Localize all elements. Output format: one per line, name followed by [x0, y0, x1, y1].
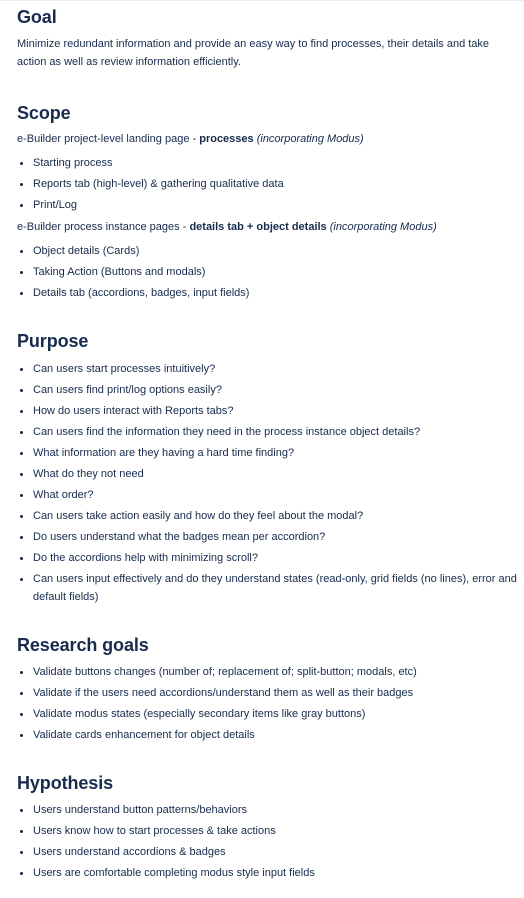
list-item: Starting process: [17, 154, 517, 172]
purpose-list: [17, 360, 517, 606]
list-item: How do users interact with Reports tabs?: [17, 402, 517, 420]
scope-instance-pages-list: [17, 242, 517, 302]
list-item: Taking Action (Buttons and modals): [17, 263, 517, 281]
list-item: Can users find print/log options easily?: [17, 381, 517, 399]
scope-landing-page-list: [17, 154, 517, 214]
list-item: Users know how to start processes & take actions: [17, 822, 517, 840]
scope-p1-italic: (incorporating Modus): [253, 133, 364, 145]
goal-heading: Goal: [17, 7, 57, 27]
scope-p1-bold: processes: [199, 133, 254, 145]
research-goals-list: [17, 663, 517, 744]
list-item: Can users find the information they need in the process instance object details?: [17, 423, 517, 441]
scope-p1-prefix: e-Builder project-level landing page -: [17, 133, 200, 145]
list-item: What order?: [17, 486, 517, 504]
list-item: Validate cards enhancement for object details: [17, 726, 517, 744]
list-item: Do users understand what the badges mean per accordion?: [17, 528, 517, 546]
list-item: What do they not need: [17, 465, 517, 483]
list-item: What information are they having a hard time finding?: [17, 444, 517, 462]
list-item: Reports tab (high-level) & gathering qualitative data: [17, 175, 517, 193]
scope-instance-pages-text: [17, 218, 517, 236]
scope-p2-italic: (incorporating Modus): [326, 221, 437, 233]
list-item: Validate modus states (especially secondary items like gray buttons): [17, 705, 517, 723]
list-item: Do the accordions help with minimizing scroll?: [17, 549, 517, 567]
document-body: [17, 0, 517, 885]
list-item: Can users take action easily and how do they feel about the modal?: [17, 507, 517, 525]
list-item: Can users start processes intuitively?: [17, 360, 517, 378]
hypothesis-heading: Hypothesis: [17, 773, 114, 793]
list-item: Users are comfortable completing modus style input fields: [17, 864, 517, 882]
list-item: Can users input effectively and do they understand states (read-only, grid fields (no lines), error and default fields): [17, 570, 517, 606]
scope-p2-bold: details tab + object details: [189, 221, 327, 233]
list-item: Validate if the users need accordions/understand them as well as their badges: [17, 684, 517, 702]
research-goals-heading: Research goals: [17, 635, 149, 655]
scope-heading: Scope: [17, 103, 71, 123]
list-item: Details tab (accordions, badges, input fields): [17, 284, 517, 302]
list-item: Users understand button patterns/behaviors: [17, 801, 517, 819]
list-item: Validate buttons changes (number of; replacement of; split-button; modals, etc): [17, 663, 517, 681]
hypothesis-list: [17, 801, 517, 882]
list-item: Object details (Cards): [17, 242, 517, 260]
scope-landing-page-text: [17, 130, 517, 148]
list-item: Print/Log: [17, 196, 517, 214]
scope-p2-prefix: e-Builder process instance pages -: [17, 221, 190, 233]
goal-text: Minimize redundant information and provide an easy way to find processes, their details and take action as well as review information efficiently.: [17, 38, 490, 68]
list-item: Users understand accordions & badges: [17, 843, 517, 861]
purpose-heading: Purpose: [17, 331, 89, 351]
